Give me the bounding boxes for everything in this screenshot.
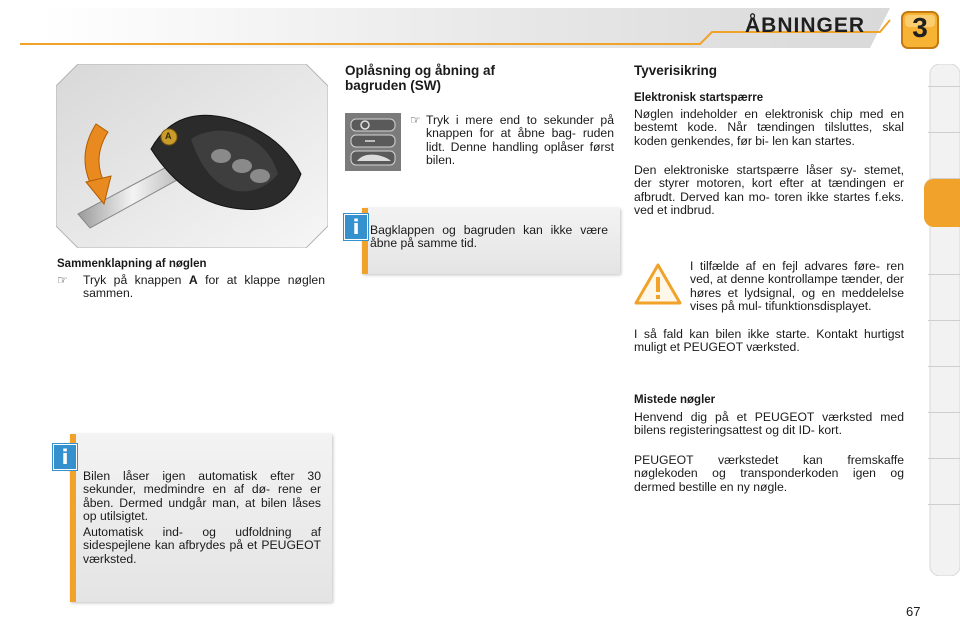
rear-window-button-icon [345,113,401,171]
key-fold-heading: Sammenklapning af nøglen [57,258,207,270]
side-tab-9[interactable] [928,504,960,551]
tailgate-info-text: Bagklappen og bagruden kan ikke være åbne på samme tid. [370,223,608,251]
side-tab-6[interactable] [928,366,960,413]
finger-pointing-icon: ☞ [57,273,68,287]
auto-relock-paragraph: Bilen låser igen automatisk efter 30 sekunder, medmindre en af dø- rene er åben. Dermed undgår man, at bilen låses op utilsigtet. [83,469,321,524]
lost-keys-paragraph-2: PEUGEOT værkstedet kan fremskaffe nøglekoden og transponderkoden igen og dermed bestille en ny nøgle. [634,453,904,494]
immobiliser-paragraph-1: Nøglen indeholder en elektronisk chip med en bestemt kode. Når tændingen tilsluttes, skal koden genkendes, før bi- len kan startes. [634,107,904,148]
lost-keys-paragraph-1: Henvend dig på et PEUGEOT værksted med bilens registeringsattest og dit ID- kort. [634,410,904,438]
rear-window-heading [345,63,595,93]
side-tab-3-active[interactable] [924,178,960,227]
bullet-text-pre: Tryk på knappen [83,273,182,287]
info-icon: i [344,214,368,240]
antitheft-heading: Tyverisikring [634,63,718,78]
side-tab-5[interactable] [928,320,960,367]
key-fold-instruction-text [57,274,325,301]
lost-keys-subheading: Mistede nøgler [634,394,716,406]
contact-workshop-paragraph: I så fald kan bilen ikke starte. Kontakt hurtigst muligt et PEUGEOT værksted. [634,327,904,355]
warning-triangle-icon [634,262,682,306]
side-tab-2[interactable] [928,132,960,179]
chapter-title: ÅBNINGER [745,14,866,37]
rear-window-instruction [410,114,614,168]
immobiliser-subheading: Elektronisk startspærre [634,92,764,104]
immobiliser-paragraph-2: Den elektroniske startspærre låser sy- stemet, der styrer motoren, kort efter at tændingen er afbrudt. Derved kan mo- toren ikke startes f.eks. ved et indbrud. [634,163,904,218]
bullet-text-post: for at klappe nøglen sammen. [83,273,325,301]
rear-window-heading-line-1: Oplåsning og åbning af [345,63,495,78]
rear-window-instruction-text: Tryk i mere end to sekunder på knappen for at åbne bag- ruden lidt. Denne handling oplåser først bilen. [426,113,614,168]
info-icon: i [53,444,77,470]
button-a-reference: A [188,273,198,287]
finger-pointing-icon: ☞ [410,113,421,127]
page-number: 67 [906,604,921,619]
chapter-side-tabs [928,64,960,576]
side-tab-7[interactable] [928,412,960,459]
key-button-a-label: A [165,131,172,141]
chapter-number: 3 [912,12,928,43]
key-fold-instruction [57,274,325,301]
warning-text: I tilfælde af en fejl advares føre- ren ved, at denne kontrollampe tænder, der høres et lydsignal, og en meddelelse vises på mul- tifunktionsdisplayet. [690,259,904,314]
side-tab-8[interactable] [928,458,960,505]
rear-window-heading-line-2: bagruden (SW) [345,78,441,93]
key-fob-illustration [56,64,328,248]
mirror-fold-paragraph: Automatisk ind- og udfoldning af sidespejlene kan afbrydes på et PEUGEOT værksted. [83,525,321,566]
side-tab-4[interactable] [928,274,960,321]
side-tab-1[interactable] [928,86,960,133]
